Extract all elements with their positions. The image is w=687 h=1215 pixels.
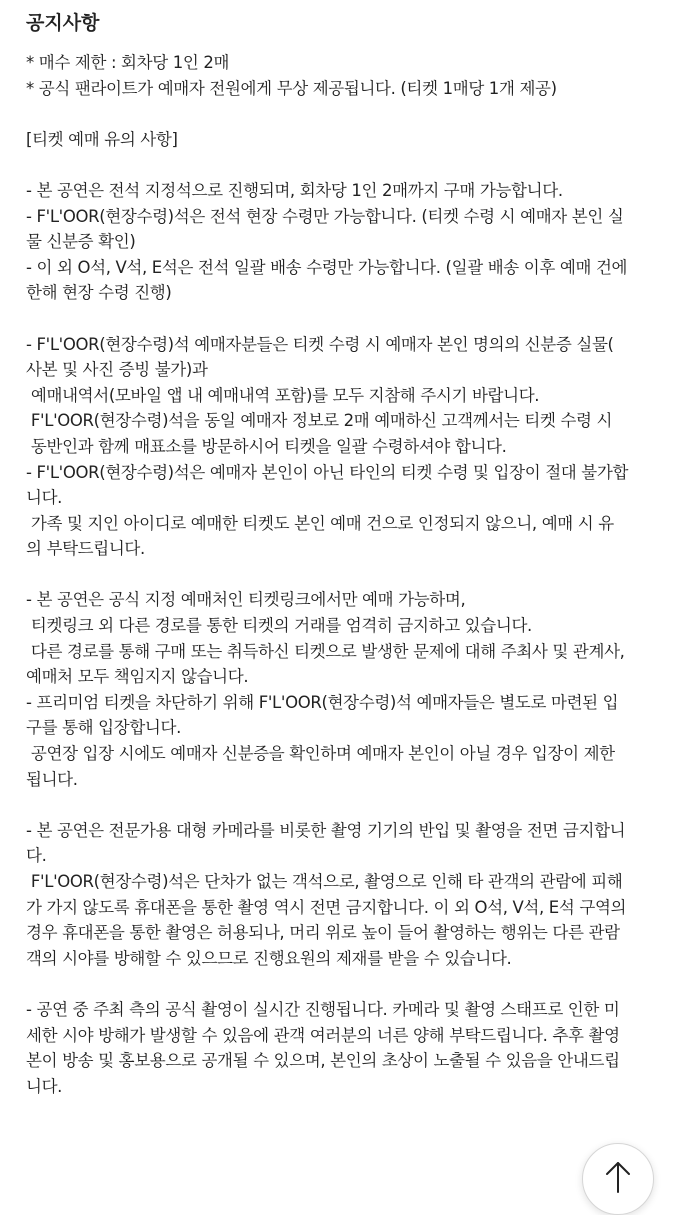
page-title: 공지사항: [26, 12, 100, 34]
notice-line: [26, 792, 665, 818]
notice-line: 동반인과 함께 매표소를 방문하시어 티켓을 일괄 수령하셔야 합니다.: [26, 436, 507, 456]
notice-line: * 공식 팬라이트가 예매자 전원에게 무상 제공됩니다. (티켓 1매당 1개 제공): [26, 78, 557, 98]
notice-line: - 본 공연은 공식 지정 예매처인 티켓링크에서만 예매 가능하며,: [26, 590, 466, 610]
notice-line: 객의 시야를 방해할 수 있으므로 진행요원의 제재를 받을 수 있습니다.: [26, 948, 512, 968]
notice-body: [26, 50, 665, 1099]
notice-line: 됩니다.: [26, 769, 78, 789]
notice-line: [26, 971, 665, 997]
notice-line: [티켓 예매 유의 사항]: [26, 129, 178, 149]
notice-line: 공연장 입장 시에도 예매자 신분증을 확인하며 예매자 본인이 아닐 경우 입장이 제한: [26, 744, 615, 764]
notice-line: 사본 및 사진 증빙 불가)과: [26, 360, 208, 380]
notice-line: 니다.: [26, 488, 63, 508]
notice-line: F'L'OOR(현장수령)석은 단차가 없는 객석으로, 촬영으로 인해 타 관객의 관람에 피해: [26, 872, 623, 891]
notice-line: - F'L'OOR(현장수령)석은 전석 현장 수령만 가능합니다. (티켓 수령 시 예매자 본인 실: [26, 206, 624, 226]
notice-line: - 이 외 O석, V석, E석은 전석 일괄 배송 수령만 가능합니다. (일괄 배송 이후 예매 건에: [26, 257, 628, 277]
notice-line: * 매수 제한 : 회차당 1인 2매: [26, 53, 230, 72]
notice-line: - 본 공연은 전문가용 대형 카메라를 비롯한 촬영 기기의 반입 및 촬영을 전면 금지합니: [26, 820, 626, 840]
notice-line: 의 부탁드립니다.: [26, 539, 145, 559]
notice-line: [26, 152, 665, 178]
notice-line: [26, 101, 665, 127]
notice-line: [26, 562, 665, 588]
notice-line: 구를 통해 입장합니다.: [26, 718, 181, 738]
notice-line: 한해 현장 수령 진행): [26, 283, 172, 303]
notice-line: 예매내역서(모바일 앱 내 예매내역 포함)를 모두 지참해 주시기 바랍니다.: [26, 385, 540, 405]
notice-line: 예매처 모두 책임지지 않습니다.: [26, 667, 249, 687]
notice-line: 가 가지 않도록 휴대폰을 통한 촬영 역시 전면 금지합니다. 이 외 O석, V석, E석 구역의: [26, 897, 627, 917]
notice-line: 가족 및 지인 아이디로 예매한 티켓도 본인 예매 건으로 인정되지 않으니, 예매 시 유: [26, 513, 614, 533]
notice-line: 세한 시야 방해가 발생할 수 있음에 관객 여러분의 너른 양해 부탁드립니다. 추후 촬영: [26, 1025, 620, 1045]
notice-line: 티켓링크 외 다른 경로를 통한 티켓의 거래를 엄격히 금지하고 있습니다.: [26, 616, 532, 636]
notice-line: [26, 306, 665, 332]
notice-line: 다.: [26, 846, 47, 866]
notice-line: 본이 방송 및 홍보용으로 공개될 수 있으며, 본인의 초상이 노출될 수 있음을 안내드립: [26, 1051, 620, 1071]
notice-line: 물 신분증 확인): [26, 232, 136, 252]
notice-line: - 프리미엄 티켓을 차단하기 위해 F'L'OOR(현장수령)석 예매자들은 별도로 마련된 입: [26, 692, 619, 712]
notice-line: - F'L'OOR(현장수령)석은 예매자 본인이 아닌 타인의 티켓 수령 및 입장이 절대 불가합: [26, 462, 629, 482]
scroll-to-top-button[interactable]: [582, 1143, 654, 1215]
notice-line: 다른 경로를 통해 구매 또는 취득하신 티켓으로 발생한 문제에 대해 주최사 및 관계사,: [26, 641, 625, 661]
notice-line: F'L'OOR(현장수령)석을 동일 예매자 정보로 2매 예매하신 고객께서는 티켓 수령 시: [26, 411, 613, 431]
notice-line: - F'L'OOR(현장수령)석 예매자분들은 티켓 수령 시 예매자 본인 명의의 신분증 실물(: [26, 334, 614, 354]
notice-line: 경우 휴대폰을 통한 촬영은 허용되나, 머리 위로 높이 들어 촬영하는 행위는 다른 관람: [26, 923, 620, 943]
arrow-up-icon: [603, 1159, 633, 1199]
notice-line: 니다.: [26, 1076, 63, 1096]
notice-line: - 본 공연은 전석 지정석으로 진행되며, 회차당 1인 2매까지 구매 가능합니다.: [26, 180, 563, 200]
notice-line: - 공연 중 주최 측의 공식 촬영이 실시간 진행됩니다. 카메라 및 촬영 스태프로 인한 미: [26, 999, 620, 1019]
